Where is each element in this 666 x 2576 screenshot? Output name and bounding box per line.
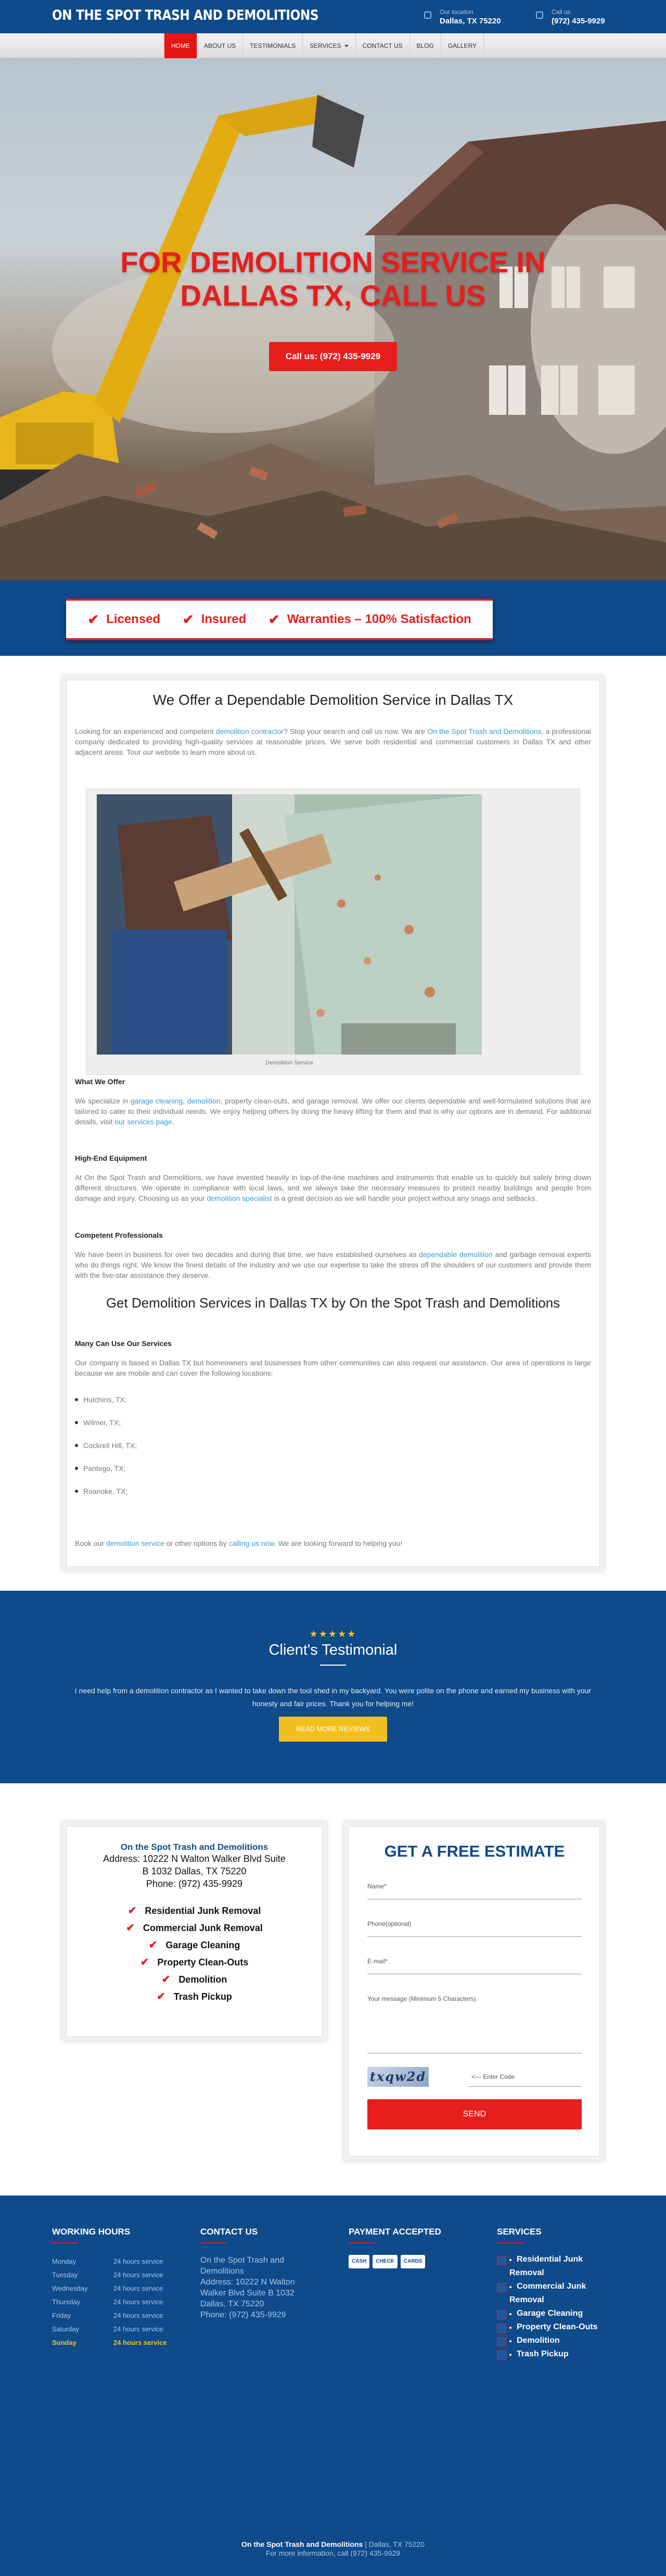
payment-heading: PAYMENT ACCEPTED — [349, 2227, 441, 2237]
time: 24 hours service — [113, 2312, 163, 2319]
divider — [52, 2242, 78, 2243]
service-label: Garage Cleaning — [517, 2309, 583, 2318]
location-label: Our location — [440, 8, 473, 16]
divider — [320, 1665, 346, 1666]
equipment-heading: High-End Equipment — [75, 1154, 147, 1162]
check-icon: ✔ — [268, 611, 280, 627]
copyright-phone: For more information, call (972) 435-9929 — [265, 2549, 401, 2557]
locations-list — [75, 1388, 591, 1503]
star-icon: ★★★★★ — [309, 1629, 357, 1639]
chevron-down-icon — [344, 45, 349, 47]
read-more-reviews-button[interactable]: READ MORE REVIEWS — [279, 1717, 387, 1742]
dependable-demolition-link[interactable]: dependable demolition — [419, 1250, 493, 1259]
site-footer — [0, 2196, 666, 2576]
check-icon: ✔ — [140, 1957, 149, 1968]
main-content-card — [66, 680, 600, 1567]
check-icon: ✔ — [127, 1905, 137, 1917]
services-subtitle: Get Demolition Services in Dallas TX by On the Spot Trash and Demolitions — [106, 1295, 560, 1311]
text: is a great decision as we will handle your project without any snags and setbacks. — [272, 1194, 537, 1202]
bullet-icon — [509, 2313, 511, 2315]
checkbox-icon — [497, 2351, 506, 2360]
equipment-paragraph — [75, 1172, 591, 1203]
badge-warranties — [268, 612, 471, 628]
footer-phone[interactable]: Phone: (972) 435-9929 — [200, 2311, 286, 2319]
list-item — [67, 1988, 322, 2006]
demolition-specialist-link[interactable]: demolition specialist — [207, 1194, 272, 1202]
hours-row — [52, 2268, 167, 2282]
services-list — [67, 1902, 322, 2006]
captcha-image: txqw2d — [367, 2067, 429, 2087]
badge-label: Insured — [201, 612, 247, 626]
day: Sunday — [52, 2339, 76, 2346]
hours-row — [52, 2309, 167, 2323]
captcha-input[interactable] — [468, 2067, 582, 2087]
trust-badges — [66, 599, 493, 640]
footer-contact — [200, 2227, 310, 2320]
text: . — [172, 1118, 174, 1126]
demolition-photo-frame — [86, 789, 580, 1075]
demolition-link[interactable]: demolition — [187, 1097, 221, 1105]
footer-service-link[interactable] — [497, 2320, 611, 2334]
checkbox-icon — [497, 2337, 506, 2346]
badge-label: Warranties – 100% Satisfaction — [287, 612, 471, 626]
checkbox-icon — [497, 2310, 506, 2319]
testimonial-section — [0, 1591, 666, 1783]
location-value: Dallas, TX 75220 — [440, 17, 501, 26]
call-value[interactable]: (972) 435-9929 — [552, 17, 605, 26]
time: 24 hours service — [113, 2339, 167, 2346]
check-icon: ✔ — [87, 611, 99, 627]
nav-blog[interactable]: BLOG — [410, 33, 441, 58]
map-pin-icon — [424, 11, 431, 19]
testimonial-text: I need help from a demolition contractor as I wanted to take down the tool shed in my backyard. You were polite on the phone and earned my business with your honesty and fair prices. Thank you for helping me! — [74, 1686, 592, 1708]
hero-title: FOR DEMOLITION SERVICE IN DALLAS TX, CALL US — [120, 246, 546, 312]
email-field[interactable]: E-mail* — [367, 1958, 582, 1974]
intro-paragraph — [75, 726, 591, 757]
list-item — [67, 1902, 322, 1920]
time: 24 hours service — [113, 2298, 163, 2306]
footer-service-link[interactable] — [497, 2253, 611, 2280]
calling-us-link[interactable]: calling us now — [228, 1539, 274, 1547]
what-we-offer-paragraph — [75, 1096, 591, 1127]
areas-heading: Many Can Use Our Services — [75, 1339, 172, 1348]
text: or other options by — [164, 1539, 229, 1547]
footer-service-link[interactable] — [497, 2280, 611, 2307]
day: Saturday — [52, 2325, 80, 2333]
call-us-button[interactable]: Call us: (972) 435-9929 — [269, 342, 397, 371]
footer-services-list — [497, 2253, 611, 2361]
photo-caption: Demolition Service — [265, 1060, 313, 1066]
send-button[interactable]: SEND — [367, 2099, 582, 2129]
hero-demolition-image — [0, 58, 666, 580]
footer-hours — [52, 2227, 167, 2350]
message-field[interactable]: Your message (Minimum 5 Characters). — [367, 1995, 582, 2053]
check-icon: ✔ — [161, 1974, 171, 1985]
service-label: Commercial Junk Removal — [509, 2282, 586, 2304]
time: 24 hours service — [113, 2325, 163, 2333]
name-field[interactable]: Name* — [367, 1883, 582, 1899]
text: ? Stop your search and call us now. We are — [284, 727, 428, 735]
estimate-title: GET A FREE ESTIMATE — [384, 1842, 565, 1860]
professionals-heading: Competent Professionals — [75, 1231, 163, 1239]
badge-label: Licensed — [106, 612, 161, 626]
check-icon: ✔ — [126, 1922, 135, 1934]
copyright-location: | Dallas, TX 75220 — [363, 2540, 425, 2548]
nav-about-us[interactable]: ABOUT US — [197, 33, 243, 58]
demolition-photo — [97, 794, 482, 1055]
check-payment-icon: CHECK — [373, 2255, 398, 2268]
hero-banner — [0, 58, 666, 580]
text: , — [183, 1097, 187, 1105]
footer-services — [497, 2227, 611, 2361]
list-item — [67, 1920, 322, 1937]
service-label: Commercial Junk Removal — [143, 1923, 263, 1933]
hours-row — [52, 2323, 167, 2336]
footer-service-link[interactable] — [497, 2334, 611, 2347]
checkbox-icon — [497, 2283, 506, 2292]
cash-icon: CASH — [349, 2255, 369, 2268]
hours-table — [52, 2255, 167, 2350]
hours-row — [52, 2282, 167, 2295]
divider — [349, 2242, 375, 2243]
top-header — [0, 0, 666, 33]
nav-home[interactable]: HOME — [164, 33, 197, 58]
bullet-icon — [509, 2259, 511, 2261]
check-icon: ✔ — [182, 611, 194, 627]
checkbox-icon — [497, 2324, 506, 2333]
check-icon: ✔ — [157, 1991, 165, 2002]
testimonial-title: Client's Testimonial — [268, 1642, 398, 1658]
service-label: Garage Cleaning — [165, 1940, 240, 1950]
hours-row — [52, 2255, 167, 2268]
cards-icon: CARDS — [401, 2255, 426, 2268]
day: Friday — [52, 2312, 71, 2319]
services-page-link[interactable]: our services page — [114, 1118, 172, 1126]
company-link[interactable]: On the Spot Trash and Demolitions — [427, 727, 542, 735]
page-title: We Offer a Dependable Demolition Service in Dallas TX — [152, 692, 514, 708]
list-item: Pantego, TX; — [75, 1457, 591, 1480]
phone-icon — [536, 11, 543, 19]
checkbox-icon — [497, 2256, 506, 2265]
main-navigation — [0, 33, 666, 58]
call-label: Call us — [552, 8, 571, 16]
address-line-1: Address: 10222 N Walton Walker Blvd Suite — [103, 1854, 286, 1864]
list-item — [67, 1971, 322, 1988]
badge-insured — [183, 612, 246, 628]
service-label: Demolition — [178, 1974, 227, 1985]
captcha-prompt: <--- Enter Code — [471, 2073, 515, 2080]
day: Thursday — [52, 2298, 81, 2306]
demolition-contractor-link[interactable]: demolition contractor — [215, 727, 284, 735]
time: 24 hours service — [113, 2285, 163, 2292]
closing-paragraph — [75, 1538, 591, 1549]
footer-service-link[interactable] — [497, 2347, 611, 2361]
footer-address: Address: 10222 N Walton Walker Blvd Suite B 1032 Dallas, TX 75220 — [200, 2278, 295, 2308]
day: Wednesday — [52, 2285, 88, 2292]
list-item — [67, 1954, 322, 1971]
list-item: Cockrell Hill, TX; — [75, 1434, 591, 1457]
footer-service-link[interactable] — [497, 2307, 611, 2320]
text: We have been in business for over two decades and during that time, we have established ourselves as — [75, 1250, 419, 1259]
service-label: Property Clean-Outs — [157, 1957, 249, 1968]
site-logo[interactable]: ON THE SPOT TRASH AND DEMOLITIONS — [52, 7, 319, 23]
footer-payment — [349, 2227, 441, 2268]
what-we-offer-heading: What We Offer — [75, 1077, 125, 1086]
text: . We are looking forward to helping you! — [274, 1539, 403, 1547]
nav-menu — [164, 33, 484, 58]
list-item: Roanoke, TX; — [75, 1480, 591, 1503]
service-label: Trash Pickup — [517, 2350, 569, 2358]
list-item: Hutchins, TX; — [75, 1388, 591, 1411]
bullet-icon — [509, 2327, 511, 2329]
company-name: On the Spot Trash and Demolitions — [120, 1842, 268, 1852]
text: At On the Spot Trash and Demolitions, we have invested heavily in top-of-the-line machines and instruments that enable us to quickly but safely bring down different structures. We operate in compliance with local laws, and we always take the necessary measures to protect nearby buildings and people from damage and injury. Choosing us as your — [75, 1173, 591, 1202]
bullet-icon — [509, 2286, 511, 2288]
garage-cleaning-link[interactable]: garage cleaning — [130, 1097, 183, 1105]
day: Tuesday — [52, 2271, 78, 2279]
text: Looking for an experienced and competent — [75, 727, 216, 735]
bullet-icon — [509, 2354, 511, 2356]
contact-heading: CONTACT US — [200, 2227, 258, 2237]
hours-row-today — [52, 2336, 167, 2350]
text: , property clean-outs, and garage removal. We offer our clients dependable and well-formulated solutions that are tailored to cater to their individual needs. We enjoy helping others by doing the heavy lifting for them and that is why our options are in demand. For additional details, visit — [75, 1097, 591, 1126]
areas-paragraph: Our company is based in Dallas TX but homeowners and businesses from other communities can also request our assistance. Our area of operations is large because we are mobile and can cover the following locations: — [75, 1359, 591, 1377]
copyright-company: On the Spot Trash and Demolitions — [241, 2540, 363, 2548]
text: Book our — [75, 1539, 106, 1547]
service-label: Residential Junk Removal — [509, 2255, 583, 2277]
estimate-form — [348, 1826, 600, 2156]
divider — [497, 2242, 523, 2243]
list-item: Wilmer, TX; — [75, 1411, 591, 1434]
time: 24 hours service — [113, 2257, 163, 2265]
address-line-2: B 1032 Dallas, TX 75220 — [142, 1866, 247, 1876]
contact-info-card — [66, 1826, 323, 2037]
professionals-paragraph — [75, 1249, 591, 1280]
service-label: Trash Pickup — [173, 1991, 232, 2002]
text: and garbage removal experts who do things right. We know the finest details of the industry and we use our expertise to take the stress off the shoulders of our customers and provide them with the five-star assistance they deserve. — [75, 1250, 591, 1279]
badge-licensed — [87, 612, 160, 628]
services-heading: SERVICES — [497, 2227, 542, 2237]
nav-contact-us[interactable]: CONTACT US — [356, 33, 410, 58]
demolition-service-link[interactable]: demolition service — [106, 1539, 164, 1547]
nav-testimonials[interactable]: TESTIMONIALS — [243, 33, 303, 58]
day: Monday — [52, 2257, 76, 2265]
footer-company: On the Spot Trash and Demolitions — [200, 2256, 284, 2276]
list-item — [67, 1937, 322, 1954]
service-label: Property Clean-Outs — [517, 2323, 598, 2331]
text: , a professional company dedicated to providing high-quality services at reasonable prices. We serve both residential and commercial customers in Dallas TX and other adjacent areas. Tour our website to learn more about us. — [75, 727, 592, 756]
bullet-icon — [509, 2340, 511, 2342]
divider — [200, 2242, 226, 2243]
hours-heading: WORKING HOURS — [52, 2227, 131, 2237]
check-icon: ✔ — [148, 1939, 158, 1951]
nav-services[interactable] — [303, 33, 355, 58]
payment-icons — [349, 2255, 441, 2268]
nav-services-label: SERVICES — [310, 42, 341, 49]
phone[interactable]: Phone: (972) 435-9929 — [146, 1879, 243, 1889]
hours-row — [52, 2295, 167, 2309]
service-label: Demolition — [517, 2336, 560, 2345]
time: 24 hours service — [113, 2271, 163, 2279]
text: We specialize in — [75, 1097, 131, 1105]
service-label: Residential Junk Removal — [145, 1906, 261, 1916]
phone-field[interactable]: Phone(optional) — [367, 1920, 582, 1937]
nav-gallery[interactable]: GALLERY — [441, 33, 484, 58]
copyright — [0, 2540, 666, 2558]
